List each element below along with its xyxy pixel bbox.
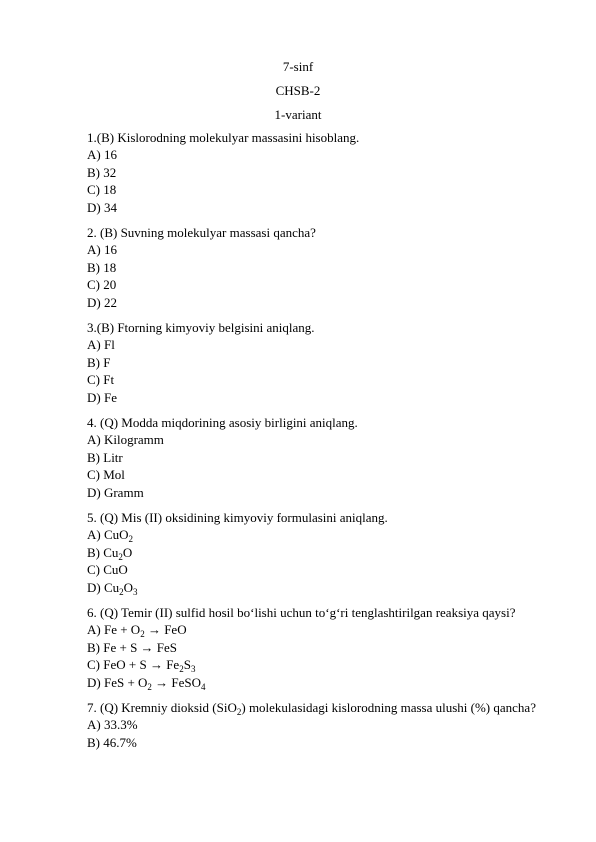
- answer-option: A) 16: [87, 147, 117, 162]
- answer-option: C) Ft: [87, 372, 115, 387]
- question-title: 7. (Q) Kremniy dioksid (SiO$_2$) molekulasidagi kislorodning massa ulushi (%) qancha?: [87, 700, 536, 717]
- answer-option: A) Kilogramm: [87, 432, 164, 447]
- question-7: [87, 699, 567, 751]
- question-2: [87, 224, 567, 311]
- answer-option: C) 18: [87, 182, 117, 197]
- question-title: 5. (Q) Mis (II) oksidining kimyoviy formulasini aniqlang.: [87, 510, 388, 525]
- answer-option: D) FeS + $O_2$ → FeSO$_4$: [87, 674, 206, 692]
- answer-option: D) 22: [87, 294, 117, 310]
- question-title: 2. (B) Suvning molekulyar massasi qancha?: [87, 225, 316, 240]
- answer-option: B) 32: [87, 164, 117, 180]
- answer-option: B) 18: [87, 259, 117, 275]
- answer-option: C) CuO: [87, 562, 128, 577]
- answer-option: D) Gramm: [87, 484, 144, 500]
- question-title: 4. (Q) Modda miqdorining asosiy birligini aniqlang.: [87, 415, 358, 430]
- question-5: [87, 509, 567, 596]
- questions-list: [87, 129, 567, 759]
- answer-option: B) 46.7%: [87, 734, 137, 750]
- question-title: 1.(B) Kislorodning molekulyar massasini hisoblang.: [87, 130, 360, 145]
- answer-option: B) Fe + S → FeS: [87, 639, 178, 655]
- answer-option: B) Litr: [87, 449, 123, 465]
- answer-option: A) $Fe + O_2$ → FeO: [87, 622, 187, 639]
- answer-option: D) 34: [87, 199, 117, 215]
- test-heading: CHSB-2: [275, 83, 321, 98]
- answer-option: A) 16: [87, 242, 117, 257]
- answer-option: B) F: [87, 354, 111, 370]
- question-6: [87, 604, 567, 691]
- question-title: 3.(B) Ftorning kimyoviy belgisini aniqlang.: [87, 320, 315, 335]
- answer-option: A) 33.3%: [87, 717, 138, 732]
- answer-option: A) Fl: [87, 337, 115, 352]
- answer-option: C) Mol: [87, 467, 125, 482]
- answer-option: C) 20: [87, 277, 117, 292]
- answer-option: C) FeO + $S \to Fe_2S_3$: [87, 657, 196, 674]
- grade-heading: 7-sinf: [282, 59, 314, 74]
- answer-option: A) CuO$_2$: [87, 527, 134, 544]
- answer-option: D) $Cu_2O_3$: [87, 579, 138, 597]
- answer-option: B) $Cu_2O$: [87, 544, 133, 562]
- variant-heading: 1-variant: [274, 107, 322, 122]
- question-4: [87, 414, 567, 501]
- question-title: 6. (Q) Temir (II) sulfid hosil bo‘lishi uchun to‘g‘ri tenglashtirilgan reaksiya qaysi?: [87, 605, 516, 620]
- question-3: [87, 319, 567, 406]
- question-1: [87, 129, 567, 216]
- answer-option: D) Fe: [87, 389, 117, 405]
